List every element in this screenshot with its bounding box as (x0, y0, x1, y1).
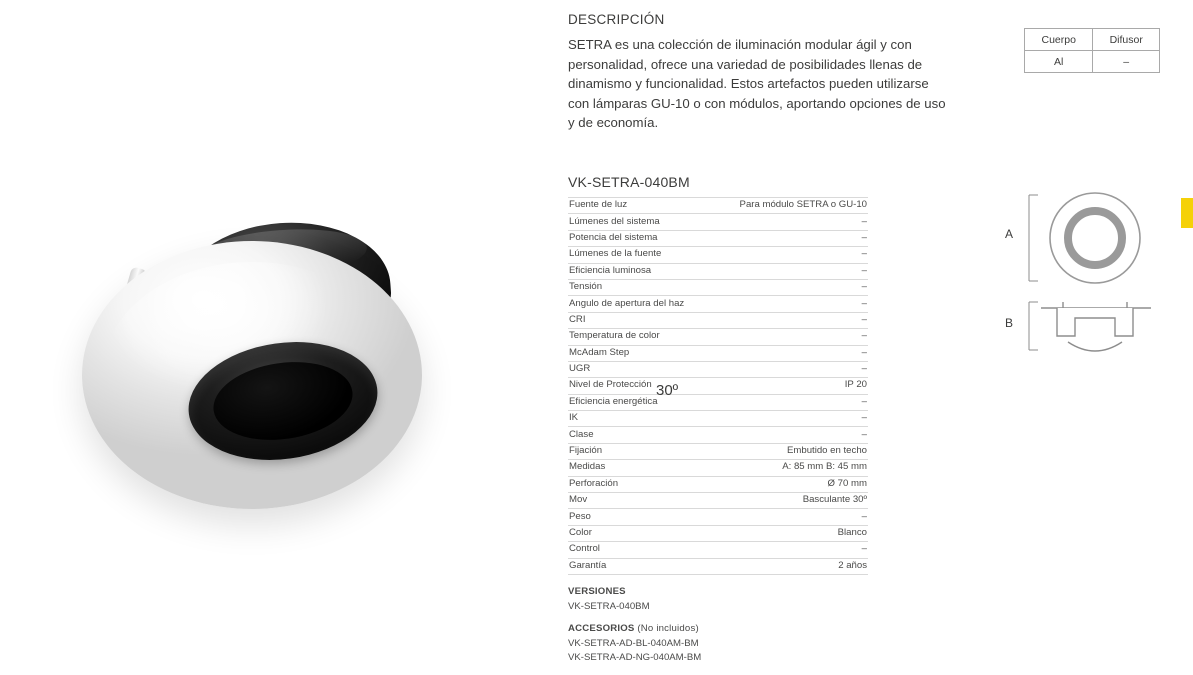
versions-item: VK-SETRA-040BM (568, 600, 650, 612)
spec-value: – (711, 230, 868, 246)
dimension-bracket-a (1029, 195, 1038, 281)
materials-table (1024, 28, 1160, 73)
spec-label: Angulo de apertura del haz (568, 296, 711, 312)
spec-value: – (711, 214, 868, 230)
spec-value: Para módulo SETRA o GU-10 (711, 198, 868, 214)
spec-label: Temperatura de color (568, 329, 711, 345)
description-title: DESCRIPCIÓN (568, 12, 665, 27)
spec-label: Fuente de luz (568, 198, 711, 214)
product-photo (0, 0, 540, 675)
spec-row (568, 525, 868, 541)
spec-label: Clase (568, 427, 711, 443)
materials-header-cuerpo: Cuerpo (1025, 29, 1093, 51)
versions-title: VERSIONES (568, 586, 626, 597)
spec-row (568, 214, 868, 230)
dimension-label-b: B (1005, 316, 1014, 330)
front-view-drawing (1050, 193, 1140, 283)
spec-label: IK (568, 411, 711, 427)
spec-row (568, 558, 868, 574)
spec-label: Tensión (568, 279, 711, 295)
spec-label: McAdam Step (568, 345, 711, 361)
section-view-drawing (1041, 302, 1151, 351)
spec-label: Peso (568, 509, 711, 525)
datasheet-content (568, 0, 1193, 675)
spec-label: UGR (568, 361, 711, 377)
materials-value-cuerpo: Al (1025, 51, 1093, 73)
spec-value: 2 años (711, 558, 868, 574)
product-code: VK-SETRA-040BM (568, 174, 690, 190)
spec-value: – (711, 312, 868, 328)
spec-row (568, 378, 868, 394)
description-body: SETRA es una colección de iluminación modular ágil y con personalidad, ofrece una variedad de posibilidades llenas de dinamismo y funcionalidad. Estos artefactos pueden utilizarse con lámparas GU-10 o con módulos, aportando opciones de uso y de economía. (568, 37, 946, 130)
product-image-stage (60, 215, 450, 535)
spec-row (568, 198, 868, 214)
accessories-note: (No incluidos) (637, 623, 699, 634)
spec-label: Control (568, 542, 711, 558)
spec-value: – (711, 296, 868, 312)
spec-value: – (711, 509, 868, 525)
materials-table-header-row (1025, 29, 1160, 51)
spec-value: – (711, 345, 868, 361)
spec-row (568, 394, 868, 410)
spec-label: Mov (568, 493, 711, 509)
spec-value: Blanco (711, 525, 868, 541)
materials-header-difusor: Difusor (1093, 29, 1160, 51)
page-color-tab (1181, 198, 1193, 228)
spec-row (568, 329, 868, 345)
spec-row (568, 476, 868, 492)
dimension-svg (1005, 190, 1193, 410)
accessories-title-text: ACCESORIOS (568, 623, 635, 634)
spec-label: Eficiencia luminosa (568, 263, 711, 279)
spec-row (568, 279, 868, 295)
spec-label: Medidas (568, 460, 711, 476)
spec-label: Lúmenes de la fuente (568, 247, 711, 263)
materials-value-difusor: – (1093, 51, 1160, 73)
spec-value: Basculante 30º (711, 493, 868, 509)
spec-label: Eficiencia energética (568, 394, 711, 410)
spec-label: Garantía (568, 558, 711, 574)
spec-row (568, 312, 868, 328)
spec-value: – (711, 411, 868, 427)
spec-label: Perforación (568, 476, 711, 492)
spec-row (568, 542, 868, 558)
spec-value: – (711, 329, 868, 345)
accessories-title (568, 622, 701, 637)
spec-row (568, 460, 868, 476)
spec-value: – (711, 427, 868, 443)
spec-value: Embutido en techo (711, 443, 868, 459)
spec-value: – (711, 542, 868, 558)
specifications-body (568, 198, 868, 575)
spec-label: Lúmenes del sistema (568, 214, 711, 230)
materials-table-value-row (1025, 51, 1160, 73)
dimension-label-a: A (1005, 227, 1014, 241)
spec-row (568, 493, 868, 509)
accessories-item: VK-SETRA-AD-NG-040AM-BM (568, 652, 702, 663)
spec-label: Fijación (568, 443, 711, 459)
spec-label: Color (568, 525, 711, 541)
spec-row (568, 427, 868, 443)
tilt-angle-label: 30º (656, 382, 679, 399)
specifications-table (568, 197, 868, 575)
spec-label: Potencia del sistema (568, 230, 711, 246)
spec-row (568, 345, 868, 361)
dimension-bracket-b (1029, 302, 1038, 350)
spec-label: CRI (568, 312, 711, 328)
accessories-block (568, 622, 701, 666)
spec-value: IP 20 (711, 378, 868, 394)
spec-value: Ø 70 mm (711, 476, 868, 492)
versions-block (568, 585, 650, 614)
spec-row (568, 230, 868, 246)
spec-row (568, 443, 868, 459)
spec-row (568, 361, 868, 377)
spec-row (568, 411, 868, 427)
spec-row (568, 509, 868, 525)
spec-value: – (711, 279, 868, 295)
spec-value: – (711, 263, 868, 279)
spec-value: – (711, 394, 868, 410)
spec-label: Nivel de Protección (568, 378, 711, 394)
accessories-item: VK-SETRA-AD-BL-040AM-BM (568, 637, 699, 649)
spec-row (568, 247, 868, 263)
dimension-drawings (1005, 190, 1193, 410)
spec-row (568, 263, 868, 279)
spec-value: – (711, 247, 868, 263)
spec-value: A: 85 mm B: 45 mm (711, 460, 868, 476)
spec-row (568, 296, 868, 312)
spec-value: – (711, 361, 868, 377)
